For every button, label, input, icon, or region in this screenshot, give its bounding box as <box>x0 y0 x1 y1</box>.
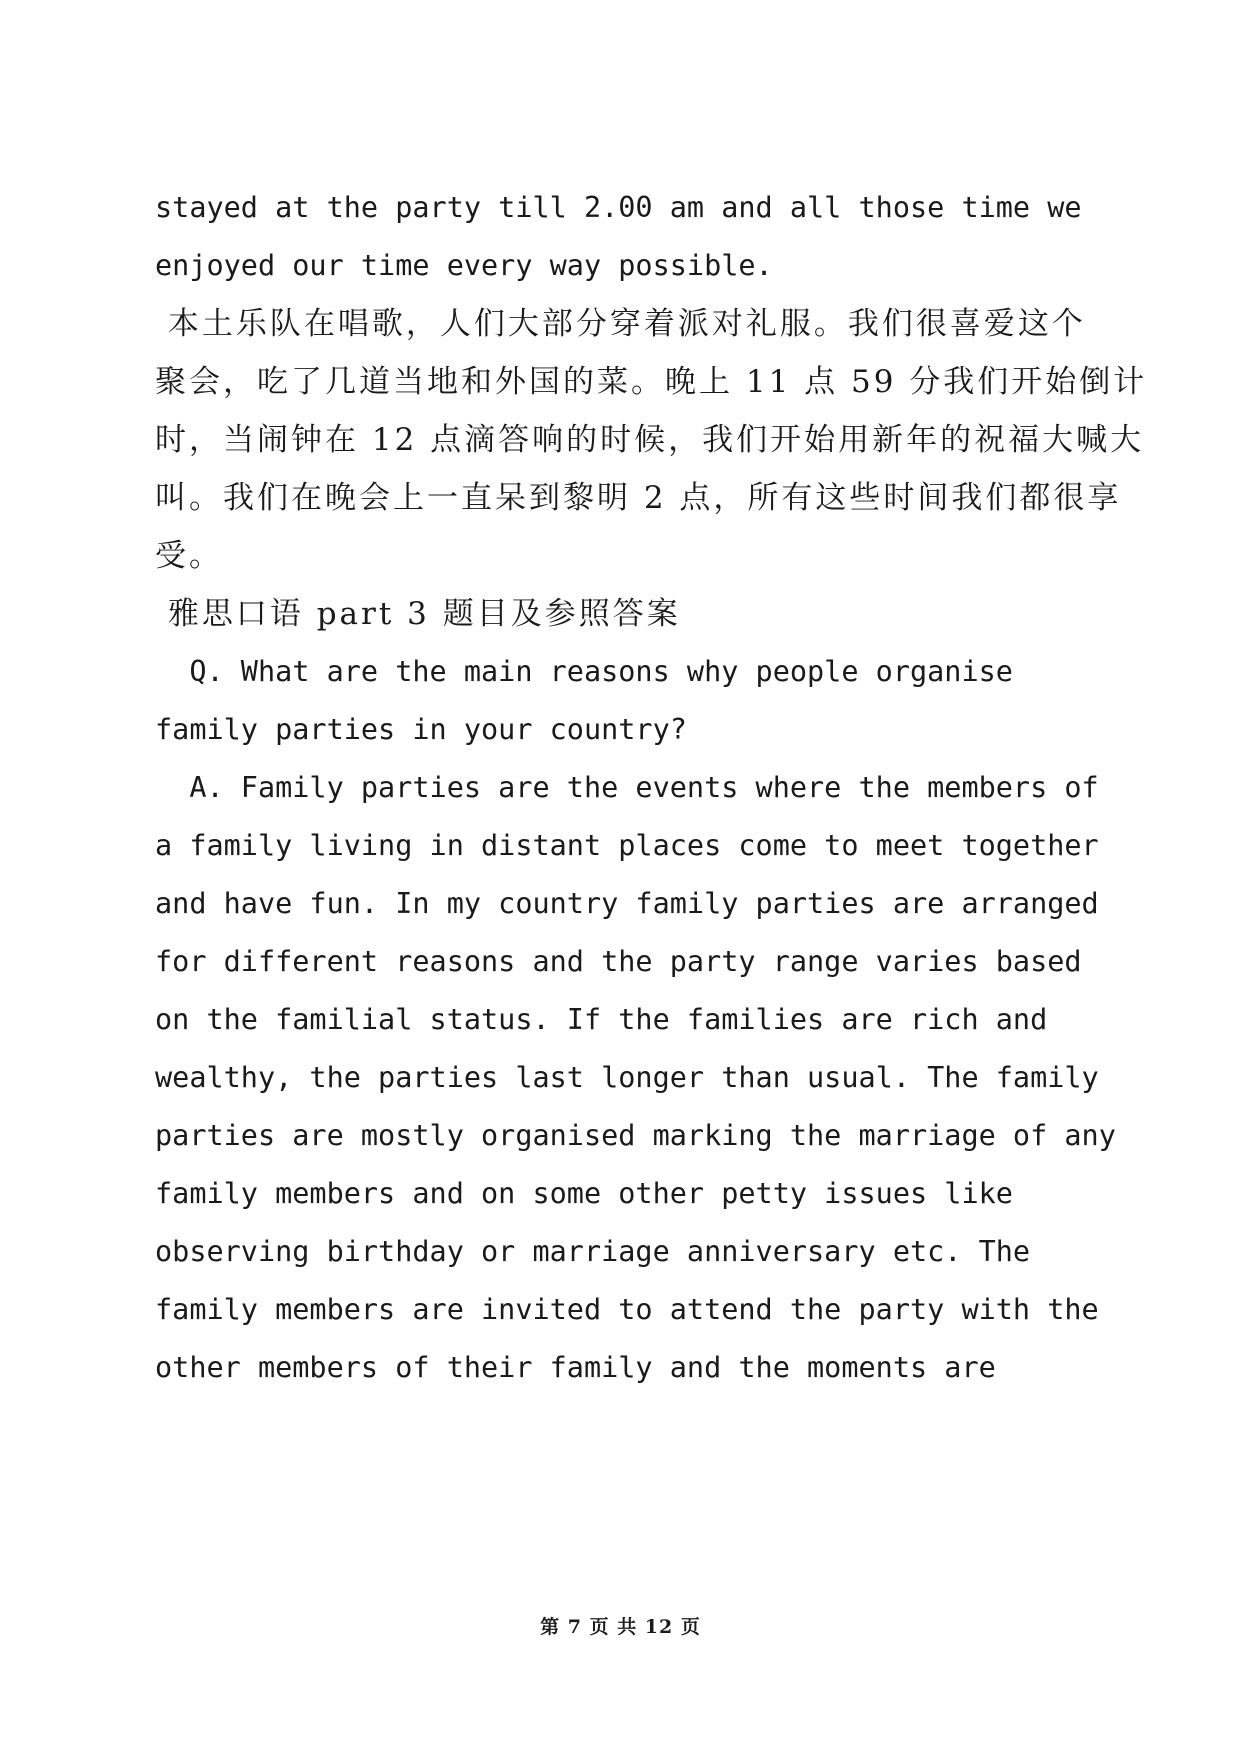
text-line-3: 本土乐队在唱歌，人们大部分穿着派对礼服。我们很喜爱这个 <box>155 306 1086 342</box>
answer-line-1: A. Family parties are the events where the members of <box>155 771 1099 804</box>
answer-line-3: and have fun. In my country family parties are arranged <box>155 887 1099 920</box>
text-line-2: enjoyed our time every way possible. <box>155 249 773 282</box>
answer-line-6: wealthy, the parties last longer than usual. The family <box>155 1061 1099 1094</box>
page-number-footer: 第 7 页 共 12 页 <box>540 1616 701 1638</box>
answer-line-4: for different reasons and the party range varies based <box>155 945 1082 978</box>
question-line-1: Q. What are the main reasons why people organise <box>155 655 1013 688</box>
answer-line-9: observing birthday or marriage anniversary etc. The <box>155 1235 1031 1268</box>
text-line-4: 聚会，吃了几道当地和外国的菜。晚上 11 点 59 分我们开始倒计 <box>155 364 1148 400</box>
question-line-2: family parties in your country? <box>155 713 687 746</box>
answer-line-11: other members of their family and the moments are <box>155 1351 996 1384</box>
answer-line-7: parties are mostly organised marking the marriage of any <box>155 1119 1116 1152</box>
text-line-5: 时，当闹钟在 12 点滴答响的时候，我们开始用新年的祝福大喊大 <box>155 422 1145 458</box>
text-line-7: 受。 <box>155 538 223 574</box>
answer-line-8: family members and on some other petty issues like <box>155 1177 1013 1210</box>
text-line-6: 叫。我们在晚会上一直呆到黎明 2 点，所有这些时间我们都很享 <box>155 480 1122 516</box>
section-heading: 雅思口语 part 3 题目及参照答案 <box>155 596 681 632</box>
answer-line-10: family members are invited to attend the party with the <box>155 1293 1099 1326</box>
answer-line-2: a family living in distant places come to meet together <box>155 829 1099 862</box>
answer-line-5: on the familial status. If the families are rich and <box>155 1003 1048 1036</box>
text-line-1: stayed at the party till 2.00 am and all those time we <box>155 191 1082 224</box>
